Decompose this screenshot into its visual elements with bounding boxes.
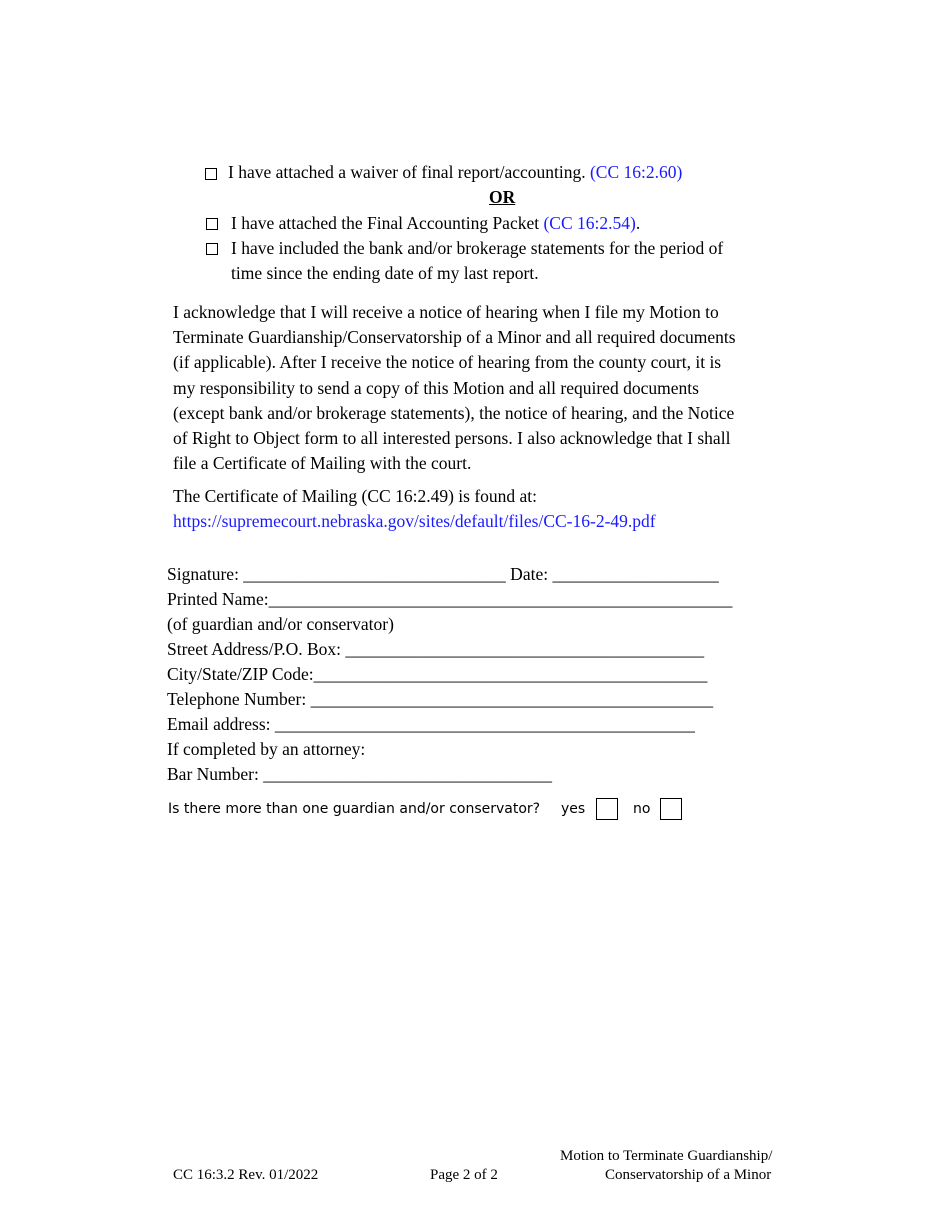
certificate-url-link[interactable]: https://supremecourt.nebraska.gov/sites/default/files/CC-16-2-49.pdf — [173, 511, 656, 531]
no-label: no — [633, 801, 651, 817]
telephone-line[interactable]: Telephone Number: ______________________________________________ — [167, 689, 714, 709]
waiver-ref-link[interactable]: (CC 16:2.60) — [589, 162, 683, 182]
printed-name-line[interactable]: Printed Name:_____________________________________________________ — [167, 589, 733, 609]
printed-name-note: (of guardian and/or conservator) — [167, 614, 394, 634]
or-separator: OR — [489, 187, 516, 207]
ack-line: my responsibility to send a copy of this Motion and all required documents — [173, 377, 699, 398]
final-packet-tail: . — [635, 213, 641, 233]
bank-statements-line1: I have included the bank and/or brokerage statements for the period of — [231, 238, 724, 258]
footer-page-number: Page 2 of 2 — [430, 1167, 498, 1183]
final-packet-text: I have attached the Final Accounting Packet — [231, 213, 544, 233]
ack-line: (if applicable). After I receive the notice of hearing from the county court, it is — [173, 352, 722, 373]
bar-number-line[interactable]: Bar Number: _________________________________ — [167, 764, 552, 784]
waiver-checkbox[interactable] — [205, 168, 217, 180]
yes-label: yes — [561, 801, 586, 817]
footer-title-line2: Conservatorship of a Minor — [605, 1167, 772, 1183]
yes-checkbox[interactable] — [596, 798, 618, 820]
multiple-guardians-question: Is there more than one guardian and/or conservator? — [168, 801, 541, 817]
no-checkbox[interactable] — [660, 798, 682, 820]
certificate-intro: The Certificate of Mailing (CC 16:2.49) is found at: — [173, 486, 538, 506]
street-address-line[interactable]: Street Address/P.O. Box: _________________________________________ — [167, 639, 705, 659]
ack-line: file a Certificate of Mailing with the court. — [173, 453, 472, 474]
footer-form-id: CC 16:3.2 Rev. 01/2022 — [173, 1167, 319, 1183]
waiver-text: I have attached a waiver of final report/accounting. — [228, 162, 590, 182]
attorney-note: If completed by an attorney: — [167, 739, 366, 759]
final-packet-option — [231, 213, 640, 234]
footer-title-line1: Motion to Terminate Guardianship/ — [560, 1148, 773, 1164]
bank-statements-checkbox[interactable] — [206, 243, 218, 255]
ack-line: I acknowledge that I will receive a notice of hearing when I file my Motion to — [173, 302, 719, 322]
waiver-option — [228, 162, 682, 183]
signature-date-line[interactable]: Signature: ______________________________ Date: ___________________ — [167, 564, 719, 584]
acknowledgment-paragraph — [173, 300, 793, 476]
ack-line: of Right to Object form to all interested persons. I also acknowledge that I shall — [173, 428, 731, 449]
email-line[interactable]: Email address: ________________________________________________ — [167, 714, 695, 734]
ack-line: (except bank and/or brokerage statements), the notice of hearing, and the Notice — [173, 402, 735, 423]
ack-line: Terminate Guardianship/Conservatorship of a Minor and all required documents — [173, 327, 736, 348]
final-packet-ref-link[interactable]: (CC 16:2.54) — [543, 213, 636, 233]
bank-statements-line2: time since the ending date of my last report. — [231, 263, 539, 283]
city-state-zip-line[interactable]: City/State/ZIP Code:_____________________________________________ — [167, 664, 708, 684]
final-packet-checkbox[interactable] — [206, 218, 218, 230]
